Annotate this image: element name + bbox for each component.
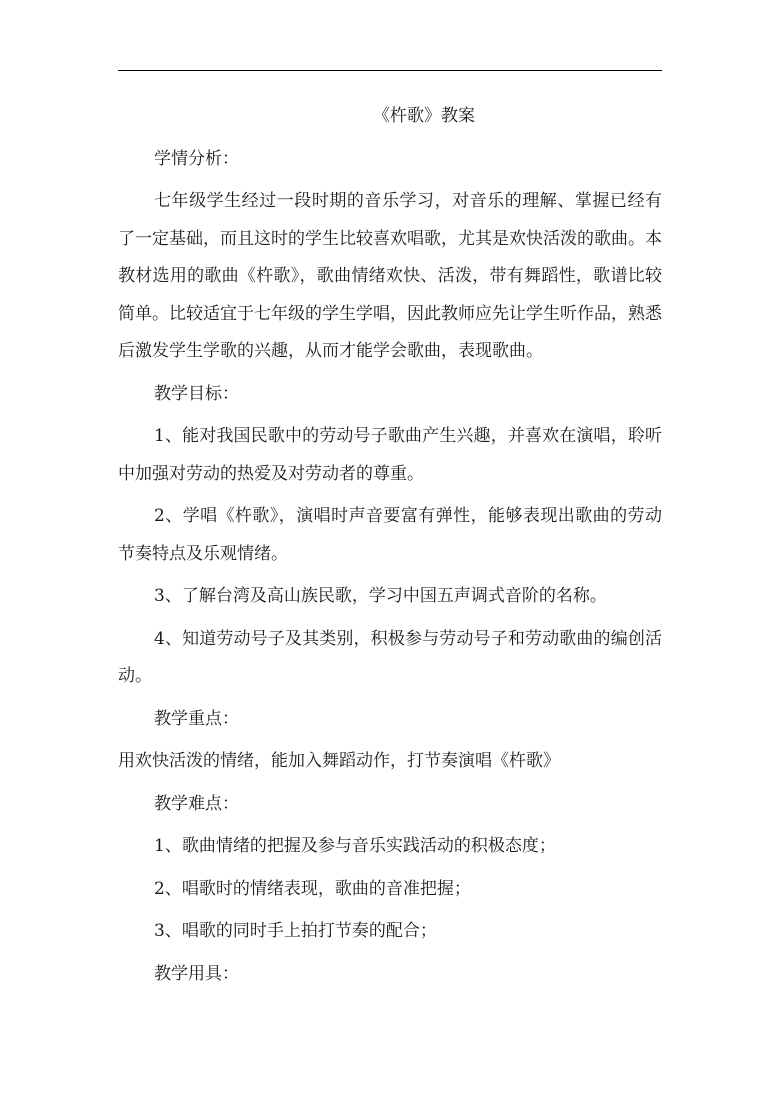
section-heading-analysis: 学情分析：: [154, 148, 239, 169]
analysis-paragraph: 七年级学生经过一段时期的音乐学习，对音乐的理解、掌握已经有了一定基础，而且这时的学生比较喜欢唱歌，尤其是欢快活泼的歌曲。本教材选用的歌曲《杵歌》，歌曲情绪欢快、活泼，带有舞蹈性，歌谱比较简单。比较适宜于七年级的学生学唱，因此教师应先让学生听作品，熟悉后激发学生学歌的兴趣，从而才能学会歌曲，表现歌曲。: [118, 191, 662, 361]
key-points-text: 用欢快活泼的情绪，能加入舞蹈动作，打节奏演唱《杵歌》: [118, 751, 560, 771]
section-heading-tools: 教学用具：: [154, 963, 239, 984]
goal-item: 4、知道劳动号子及其类别，积极参与劳动号子和劳动歌曲的编创活动。: [118, 628, 662, 686]
document-title: 《杵歌》教案: [373, 106, 475, 126]
goal-item: 3、了解台湾及高山族民歌，学习中国五声调式音阶的名称。: [154, 586, 607, 606]
difficulty-item: 1、歌曲情绪的把握及参与音乐实践活动的积极态度；: [154, 836, 556, 856]
goal-item: 1、能对我国民歌中的劳动号子歌曲产生兴趣，并喜欢在演唱，聆听中加强对劳动的热爱及对劳动者的尊重。: [118, 426, 662, 484]
document-body: [118, 98, 662, 998]
section-heading-key-points: 教学重点：: [154, 708, 239, 729]
goal-item: 2、学唱《杵歌》，演唱时声音要富有弹性，能够表现出歌曲的劳动节奏特点及乐观情绪。: [118, 506, 662, 564]
difficulty-item: 3、唱歌的同时手上拍打节奏的配合；: [154, 921, 437, 941]
section-heading-difficulties: 教学难点：: [154, 793, 239, 814]
difficulty-item: 2、唱歌时的情绪表现，歌曲的音准把握；: [154, 878, 471, 899]
header-rule: [118, 70, 662, 71]
section-heading-goals: 教学目标：: [154, 383, 239, 404]
